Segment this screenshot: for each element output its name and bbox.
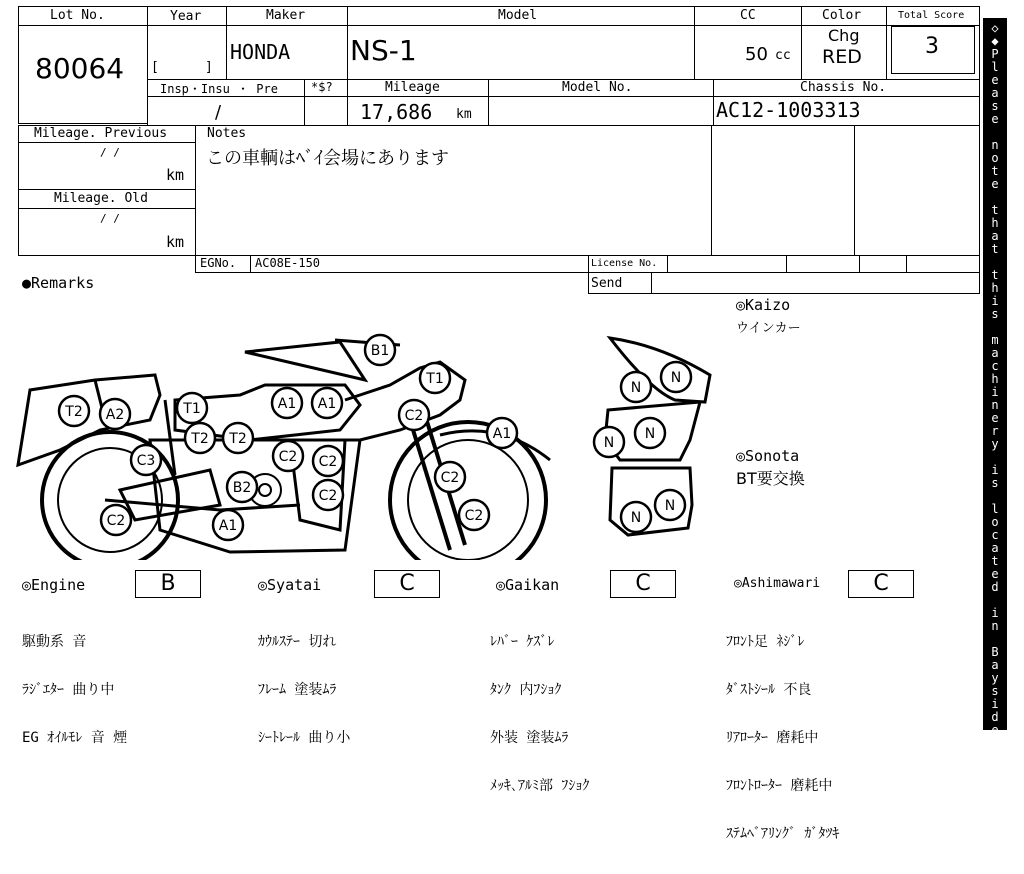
gaikan-note-line: ﾀﾝｸ 内ﾌｼｮｸ bbox=[490, 682, 562, 698]
sidebar-char: e bbox=[991, 567, 999, 581]
sidebar-char: ◆ bbox=[991, 814, 999, 828]
sidebar-char: i bbox=[991, 294, 999, 308]
damage-marker bbox=[273, 441, 303, 471]
damage-marker-label: N bbox=[644, 426, 656, 442]
old-unit: km bbox=[166, 233, 185, 251]
mileage-unit: km bbox=[456, 107, 472, 122]
damage-marker bbox=[635, 418, 665, 448]
damage-marker-label: C2 bbox=[318, 488, 338, 504]
syatai-note-line: ｼｰﾄﾚｰﾙ 曲り小 bbox=[258, 730, 351, 746]
color-chg: Chg bbox=[828, 26, 860, 45]
sonota-title: ◎Sonota bbox=[736, 447, 800, 465]
sidebar-char: B bbox=[991, 645, 999, 659]
damage-marker bbox=[313, 446, 343, 476]
sonota-text: BT要交換 bbox=[736, 469, 805, 488]
damage-marker bbox=[621, 372, 651, 402]
syatai-note-line: ﾌﾚｰﾑ 塗装ﾑﾗ bbox=[258, 682, 337, 698]
damage-marker bbox=[101, 505, 131, 535]
sidebar-char: i bbox=[991, 463, 999, 477]
lot-number: 80064 bbox=[35, 52, 125, 85]
damage-marker bbox=[59, 396, 89, 426]
sidebar-char: y bbox=[991, 671, 999, 685]
location-notice-bar bbox=[983, 18, 1007, 828]
dollar-label: *$? bbox=[311, 80, 333, 94]
damage-marker-label: A1 bbox=[218, 518, 238, 534]
sidebar-char: d bbox=[991, 580, 999, 594]
remarks-label: ●Remarks bbox=[22, 274, 95, 292]
motorcycle-diagram bbox=[0, 290, 730, 560]
damage-marker bbox=[313, 480, 343, 510]
sidebar-char: s bbox=[991, 684, 999, 698]
damage-marker bbox=[420, 363, 450, 393]
ashimawari-grade: C bbox=[848, 570, 914, 598]
damage-marker bbox=[272, 388, 302, 418]
sidebar-char: a bbox=[991, 346, 999, 360]
damage-marker-label: C2 bbox=[106, 513, 126, 529]
damage-marker-label: C2 bbox=[278, 449, 298, 465]
damage-marker-label: N bbox=[670, 370, 682, 386]
engine-note-line: 駆動系 音 bbox=[22, 634, 87, 650]
sidebar-char: e bbox=[991, 411, 999, 425]
sidebar-char: r bbox=[991, 775, 999, 789]
egno-label: EGNo. bbox=[200, 256, 237, 270]
sidebar-char: h bbox=[991, 216, 999, 230]
sidebar-char: h bbox=[991, 281, 999, 295]
ashimawari-note-line: ﾌﾛﾝﾄﾛｰﾀｰ 磨耗中 bbox=[726, 778, 833, 794]
syatai-grade: C bbox=[374, 570, 440, 598]
damage-marker-label: T2 bbox=[191, 431, 209, 447]
sidebar-char: n bbox=[991, 398, 999, 412]
color-value: RED bbox=[822, 46, 862, 68]
sidebar-char: n bbox=[991, 619, 999, 633]
gaikan-title: ◎Gaikan bbox=[496, 576, 560, 594]
damage-marker-label: A1 bbox=[317, 396, 337, 412]
damage-marker-label: N bbox=[630, 510, 642, 526]
sidebar-char: y bbox=[991, 437, 999, 451]
damage-marker bbox=[487, 418, 517, 448]
sidebar-char: o bbox=[991, 515, 999, 529]
mileage-value: 17,686 bbox=[360, 100, 433, 124]
year-label: Year bbox=[170, 9, 202, 24]
sidebar-char: i bbox=[991, 606, 999, 620]
kaizo-title: ◎Kaizo bbox=[736, 296, 791, 314]
sidebar-char: ◇ bbox=[991, 21, 999, 35]
damage-marker bbox=[655, 490, 685, 520]
gaikan-note-line: ﾒｯｷ､ｱﾙﾐ部 ﾌｼｮｸ bbox=[490, 778, 590, 794]
sidebar-char: ◆ bbox=[991, 34, 999, 48]
damage-marker-label: T2 bbox=[65, 404, 83, 420]
sidebar-char: m bbox=[991, 333, 999, 347]
sidebar-char: i bbox=[991, 697, 999, 711]
damage-marker bbox=[435, 462, 465, 492]
ashimawari-note-line: ｽﾃﾑﾍﾞｱﾘﾝｸﾞ ｶﾞﾀﾂｷ bbox=[726, 826, 840, 842]
damage-marker bbox=[399, 400, 429, 430]
damage-marker-label: A1 bbox=[277, 396, 297, 412]
damage-marker-label: T2 bbox=[229, 431, 247, 447]
sidebar-char: d bbox=[991, 788, 999, 802]
sidebar-char: e bbox=[991, 112, 999, 126]
damage-marker bbox=[213, 510, 243, 540]
notes-text: この車輌はﾍﾞｲ会場にあります bbox=[206, 148, 449, 169]
ashimawari-notes bbox=[726, 602, 839, 874]
damage-marker bbox=[100, 399, 130, 429]
send-label: Send bbox=[591, 276, 623, 291]
gaikan-note-line: 外装 塗装ﾑﾗ bbox=[490, 730, 569, 746]
sidebar-char: P bbox=[991, 47, 999, 61]
damage-marker-label: C3 bbox=[136, 453, 156, 469]
damage-marker bbox=[185, 423, 215, 453]
sidebar-char: s bbox=[991, 476, 999, 490]
gaikan-grade: C bbox=[610, 570, 676, 598]
old-label: Mileage. Old bbox=[54, 191, 148, 206]
score-value: 3 bbox=[925, 34, 939, 59]
sidebar-char: d bbox=[991, 710, 999, 724]
sidebar-char: e bbox=[991, 723, 999, 737]
damage-marker bbox=[594, 427, 624, 457]
damage-marker-label: C2 bbox=[318, 454, 338, 470]
sidebar-char: ◇ bbox=[991, 801, 999, 815]
sidebar-char: a bbox=[991, 658, 999, 672]
damage-marker bbox=[131, 445, 161, 475]
damage-marker-label: B2 bbox=[232, 480, 252, 496]
engine-title: ◎Engine bbox=[22, 576, 86, 594]
sidebar-char: o bbox=[991, 151, 999, 165]
sidebar-char: a bbox=[991, 541, 999, 555]
sidebar-char: l bbox=[991, 60, 999, 74]
sidebar-char: a bbox=[991, 762, 999, 776]
damage-marker bbox=[459, 500, 489, 530]
damage-marker bbox=[661, 362, 691, 392]
damage-marker-label: T1 bbox=[183, 401, 201, 417]
sidebar-char: i bbox=[991, 385, 999, 399]
sidebar-char: l bbox=[991, 502, 999, 516]
mileage-label: Mileage bbox=[385, 80, 440, 95]
damage-marker-label: C2 bbox=[440, 470, 460, 486]
damage-marker-label: N bbox=[630, 380, 642, 396]
sidebar-char: t bbox=[991, 242, 999, 256]
score-label: Total Score bbox=[898, 10, 965, 21]
engine-grade: B bbox=[135, 570, 201, 598]
engine-notes bbox=[22, 602, 127, 778]
damage-marker-label: A2 bbox=[105, 407, 125, 423]
notes-sub-cell-a bbox=[711, 125, 855, 256]
damage-marker bbox=[223, 423, 253, 453]
syatai-notes bbox=[258, 602, 350, 778]
license-sub-cell-a bbox=[786, 255, 860, 273]
kaizo-text: ウインカー bbox=[736, 321, 801, 336]
syatai-note-line: ｶｳﾙｽﾃｰ 切れ bbox=[258, 634, 337, 650]
damage-marker bbox=[177, 393, 207, 423]
sidebar-char: s bbox=[991, 99, 999, 113]
ashimawari-note-line: ﾀﾞｽﾄｼｰﾙ 不良 bbox=[726, 682, 812, 698]
old-date: / / bbox=[100, 212, 120, 225]
model-value: NS-1 bbox=[350, 34, 417, 67]
maker-label: Maker bbox=[266, 8, 306, 23]
sidebar-char: c bbox=[991, 359, 999, 373]
damage-marker bbox=[621, 502, 651, 532]
sidebar-char: c bbox=[991, 528, 999, 542]
sidebar-char: n bbox=[991, 138, 999, 152]
sidebar-char: t bbox=[991, 268, 999, 282]
model-no-label: Model No. bbox=[562, 80, 633, 95]
engine-note-line: EG ｵｲﾙﾓﾚ 音 煙 bbox=[22, 730, 128, 746]
damage-marker-label: C2 bbox=[404, 408, 424, 424]
cc-unit: cc bbox=[775, 48, 791, 63]
damage-marker-label: T1 bbox=[426, 371, 444, 387]
engine-note-line: ﾗｼﾞｴﾀｰ 曲り中 bbox=[22, 682, 115, 698]
license-label: License No. bbox=[591, 258, 658, 269]
insp-value: / bbox=[215, 102, 222, 123]
damage-marker bbox=[227, 472, 257, 502]
sidebar-char: a bbox=[991, 229, 999, 243]
sidebar-char: t bbox=[991, 203, 999, 217]
prev-label: Mileage. Previous bbox=[34, 126, 168, 141]
damage-marker-label: C2 bbox=[464, 508, 484, 524]
sidebar-char: e bbox=[991, 177, 999, 191]
damage-marker-label: A1 bbox=[492, 426, 512, 442]
year-bracket-right: ] bbox=[205, 60, 213, 75]
ashimawari-note-line: ﾌﾛﾝﾄ足 ﾈｼﾞﾚ bbox=[726, 634, 805, 650]
color-label: Color bbox=[822, 8, 862, 23]
gaikan-note-line: ﾚﾊﾞｰ ｹｽﾞﾚ bbox=[490, 634, 555, 650]
syatai-title: ◎Syatai bbox=[258, 576, 322, 594]
cc-value: 50 bbox=[745, 44, 768, 65]
sidebar-char: a bbox=[991, 86, 999, 100]
sidebar-char: h bbox=[991, 372, 999, 386]
damage-marker bbox=[312, 388, 342, 418]
sidebar-char: t bbox=[991, 554, 999, 568]
damage-marker-label: N bbox=[664, 498, 676, 514]
chassis-label: Chassis No. bbox=[800, 80, 887, 95]
insp-label: Insp・Insu ・ Pre bbox=[160, 82, 278, 96]
sidebar-char: r bbox=[991, 424, 999, 438]
ashimawari-note-line: ﾘｱﾛｰﾀｰ 磨耗中 bbox=[726, 730, 819, 746]
notes-label: Notes bbox=[207, 126, 247, 141]
license-sub-cell-b bbox=[906, 255, 980, 273]
damage-marker-label: B1 bbox=[370, 343, 390, 359]
damage-marker-label: N bbox=[603, 435, 615, 451]
sidebar-char: s bbox=[991, 307, 999, 321]
sidebar-char: t bbox=[991, 164, 999, 178]
lot-label: Lot No. bbox=[50, 8, 105, 23]
year-bracket-left: [ bbox=[151, 60, 159, 75]
gaikan-notes bbox=[490, 602, 589, 826]
maker-value: HONDA bbox=[230, 40, 291, 64]
damage-marker bbox=[365, 335, 395, 365]
sidebar-char: e bbox=[991, 73, 999, 87]
prev-date: / / bbox=[100, 146, 120, 159]
model-label: Model bbox=[498, 8, 538, 23]
cc-label: CC bbox=[740, 8, 756, 23]
sidebar-char: Y bbox=[991, 749, 999, 763]
ashimawari-title: ◎Ashimawari bbox=[734, 576, 821, 591]
egno-value: AC08E-150 bbox=[255, 256, 321, 270]
chassis-value: AC12-1003313 bbox=[716, 98, 861, 122]
prev-unit: km bbox=[166, 166, 185, 184]
